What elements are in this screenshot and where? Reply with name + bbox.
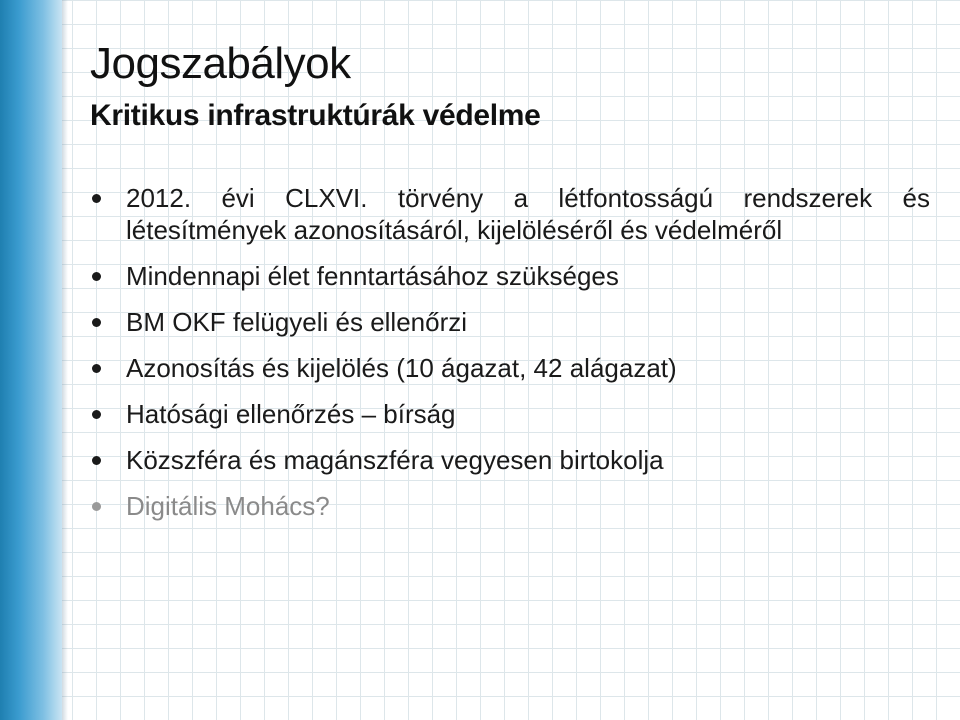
bullet-text: Közszféra és magánszféra vegyesen birtokolja: [126, 445, 664, 475]
bullet-item-identification: [90, 352, 930, 384]
slide-content: [90, 36, 930, 536]
bullet-item-ownership: [90, 444, 930, 476]
bullet-dot-icon: [92, 456, 101, 465]
bullet-item-digital-mohacs: [90, 490, 930, 522]
bullet-dot-icon: [92, 272, 101, 281]
bullet-dot-icon: [92, 502, 101, 511]
bullet-text: Hatósági ellenőrzés – bírság: [126, 399, 456, 429]
bullet-text: Digitális Mohács?: [126, 491, 330, 521]
bullet-dot-icon: [92, 364, 101, 373]
slide-subtitle: Kritikus infrastruktúrák védelme: [90, 99, 541, 132]
bullet-item-law: [90, 182, 930, 246]
bullet-item-daily-life: [90, 260, 930, 292]
bullet-text: BM OKF felügyeli és ellenőrzi: [126, 307, 468, 337]
bullet-text: Mindennapi élet fenntartásához szükséges: [126, 261, 619, 291]
bullet-dot-icon: [92, 410, 101, 419]
bullet-text: 2012. évi CLXVI. törvény a létfontosságú rendszerek és létesítmények azonosításáról, kijelöléséről és védelméről: [126, 183, 930, 245]
bullet-dot-icon: [92, 318, 101, 327]
bullet-list: [90, 182, 930, 522]
side-accent-band: [0, 0, 62, 720]
bullet-dot-icon: [92, 194, 101, 203]
bullet-item-supervision: [90, 306, 930, 338]
bullet-item-inspection: [90, 398, 930, 430]
bullet-text: Azonosítás és kijelölés (10 ágazat, 42 alágazat): [126, 353, 677, 383]
slide-title: Jogszabályok: [90, 39, 351, 88]
